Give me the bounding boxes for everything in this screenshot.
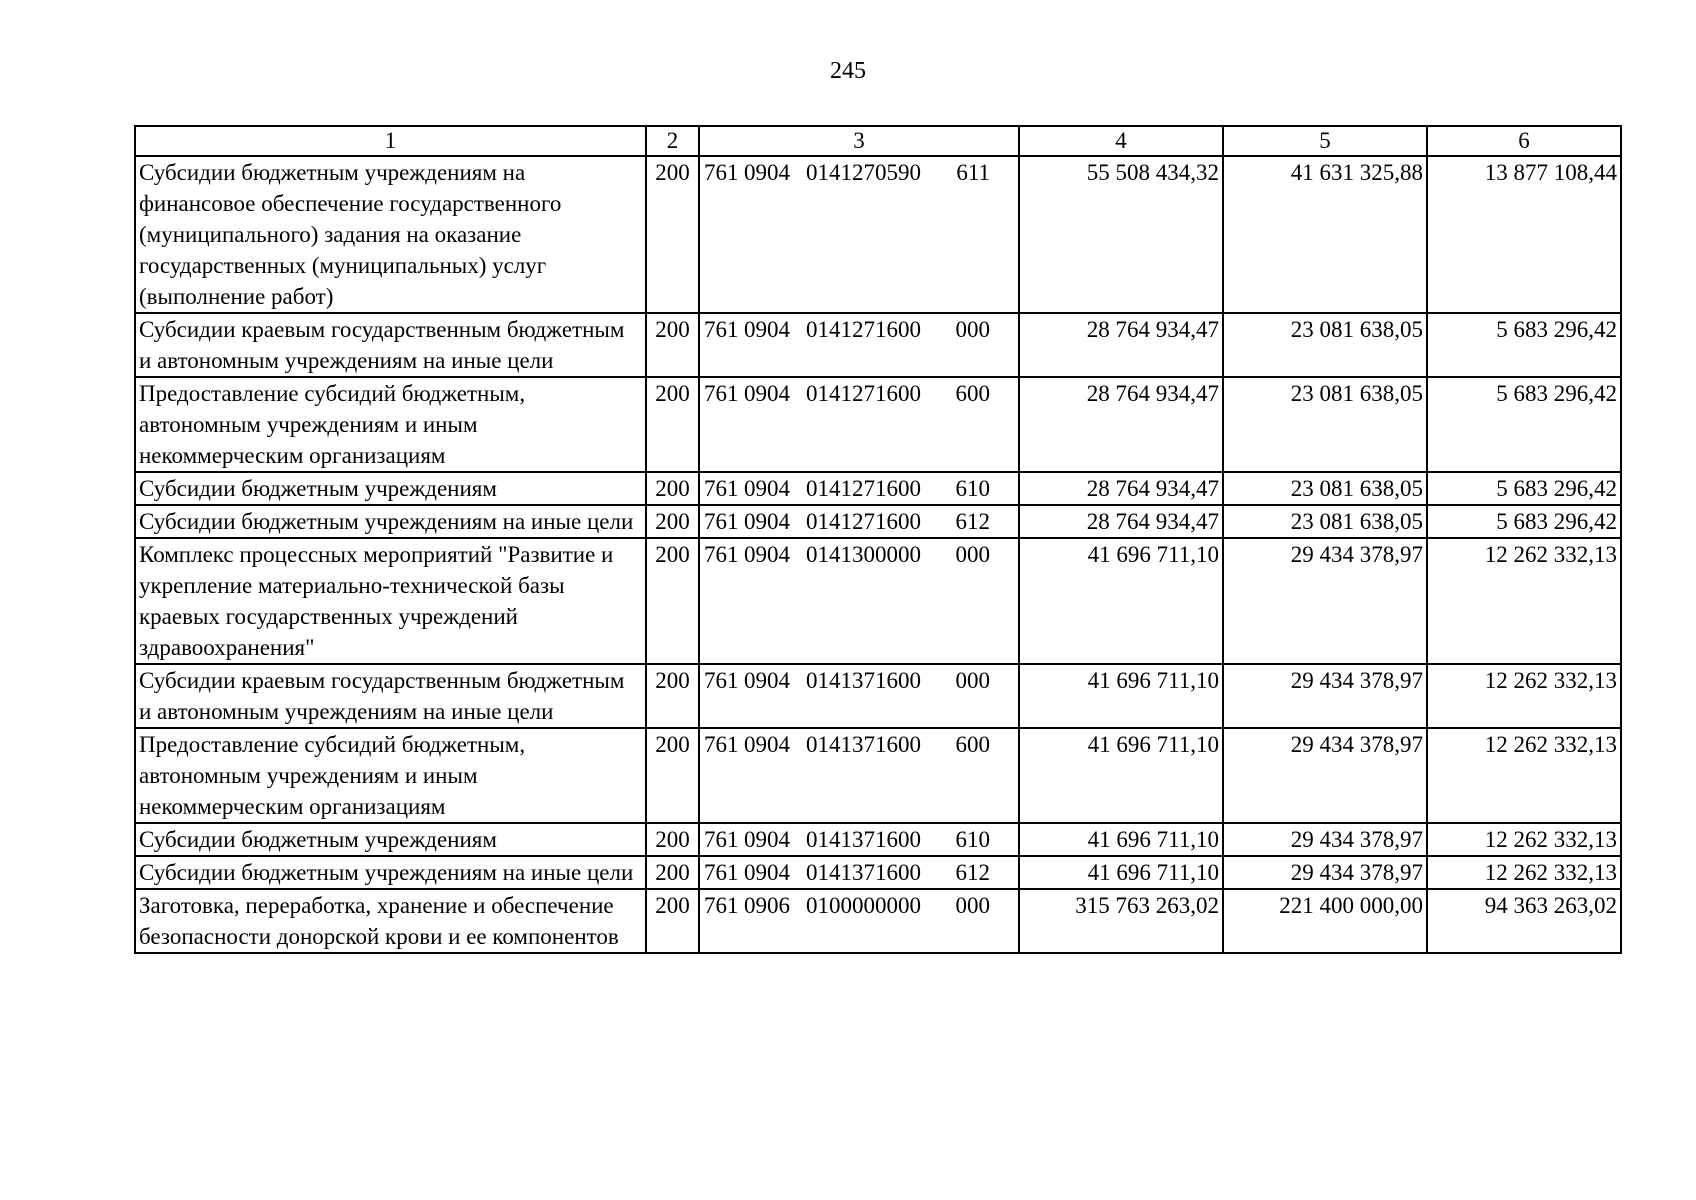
row-value-col4: 41 696 711,10 <box>1019 664 1223 728</box>
row-name: Комплекс процессных мероприятий "Развитие и укрепление материально-технической базы краевых государственных учреждений здравоохранения" <box>135 538 646 664</box>
row-code: 200 <box>646 538 699 664</box>
row-section: 0904 <box>744 668 790 693</box>
row-grbs: 761 <box>704 668 739 693</box>
row-value-col4: 41 696 711,10 <box>1019 538 1223 664</box>
row-value-col5: 29 434 378,97 <box>1223 856 1427 889</box>
row-target-article: 0141371600 <box>806 668 921 693</box>
row-grbs: 761 <box>704 317 739 342</box>
row-value-col5: 23 081 638,05 <box>1223 472 1427 505</box>
row-code: 200 <box>646 728 699 823</box>
row-section: 0906 <box>744 893 790 918</box>
row-expense-type: 000 <box>955 668 990 693</box>
row-target-article: 0141271600 <box>806 317 921 342</box>
table-row <box>135 728 1621 823</box>
row-code: 200 <box>646 664 699 728</box>
row-value-col5: 29 434 378,97 <box>1223 823 1427 856</box>
row-target-article: 0141271600 <box>806 476 921 501</box>
row-grbs: 761 <box>704 732 739 757</box>
row-value-col5: 41 631 325,88 <box>1223 156 1427 313</box>
row-code: 200 <box>646 313 699 377</box>
row-value-col6: 5 683 296,42 <box>1427 505 1621 538</box>
row-section: 0904 <box>744 509 790 534</box>
row-value-col4: 41 696 711,10 <box>1019 823 1223 856</box>
table-row <box>135 889 1621 953</box>
row-name: Субсидии краевым государственным бюджетным и автономным учреждениям на иные цели <box>135 313 646 377</box>
row-name: Субсидии бюджетным учреждениям <box>135 823 646 856</box>
row-code: 200 <box>646 377 699 472</box>
row-expense-type: 612 <box>955 860 990 885</box>
row-target-article: 0141300000 <box>806 542 921 567</box>
row-section: 0904 <box>744 860 790 885</box>
table-row <box>135 823 1621 856</box>
row-target-article: 0100000000 <box>806 893 921 918</box>
row-section: 0904 <box>744 160 790 185</box>
table-row <box>135 313 1621 377</box>
row-expense-type: 610 <box>955 827 990 852</box>
row-grbs: 761 <box>704 860 739 885</box>
row-code: 200 <box>646 889 699 953</box>
row-section: 0904 <box>744 317 790 342</box>
row-value-col4: 41 696 711,10 <box>1019 728 1223 823</box>
table-row <box>135 472 1621 505</box>
row-value-col6: 5 683 296,42 <box>1427 313 1621 377</box>
row-expense-type: 611 <box>956 160 990 185</box>
column-header-row <box>135 126 1621 156</box>
row-name: Заготовка, переработка, хранение и обеспечение безопасности донорской крови и ее компонентов <box>135 889 646 953</box>
row-code: 200 <box>646 156 699 313</box>
row-section: 0904 <box>744 732 790 757</box>
row-name: Предоставление субсидий бюджетным, автономным учреждениям и иным некоммерческим организациям <box>135 377 646 472</box>
row-value-col4: 55 508 434,32 <box>1019 156 1223 313</box>
row-expense-type: 000 <box>955 542 990 567</box>
row-name: Субсидии краевым государственным бюджетным и автономным учреждениям на иные цели <box>135 664 646 728</box>
row-target-article: 0141371600 <box>806 827 921 852</box>
table-row <box>135 505 1621 538</box>
row-code: 200 <box>646 856 699 889</box>
column-header-2: 2 <box>646 126 699 156</box>
row-classification <box>699 889 1019 953</box>
row-name: Субсидии бюджетным учреждениям <box>135 472 646 505</box>
row-classification <box>699 313 1019 377</box>
row-value-col6: 5 683 296,42 <box>1427 472 1621 505</box>
row-name: Субсидии бюджетным учреждениям на иные цели <box>135 505 646 538</box>
column-header-4: 4 <box>1019 126 1223 156</box>
row-value-col5: 29 434 378,97 <box>1223 664 1427 728</box>
row-section: 0904 <box>744 476 790 501</box>
row-value-col5: 29 434 378,97 <box>1223 728 1427 823</box>
row-value-col5: 23 081 638,05 <box>1223 505 1427 538</box>
row-value-col4: 28 764 934,47 <box>1019 472 1223 505</box>
row-value-col5: 221 400 000,00 <box>1223 889 1427 953</box>
row-value-col6: 12 262 332,13 <box>1427 856 1621 889</box>
row-value-col6: 13 877 108,44 <box>1427 156 1621 313</box>
row-section: 0904 <box>744 381 790 406</box>
row-grbs: 761 <box>704 381 739 406</box>
row-code: 200 <box>646 505 699 538</box>
row-target-article: 0141271600 <box>806 381 921 406</box>
row-value-col6: 12 262 332,13 <box>1427 664 1621 728</box>
row-name: Субсидии бюджетным учреждениям на иные цели <box>135 856 646 889</box>
row-value-col6: 12 262 332,13 <box>1427 538 1621 664</box>
row-value-col6: 5 683 296,42 <box>1427 377 1621 472</box>
row-grbs: 761 <box>704 542 739 567</box>
row-expense-type: 600 <box>955 732 990 757</box>
row-value-col4: 28 764 934,47 <box>1019 313 1223 377</box>
row-section: 0904 <box>744 827 790 852</box>
row-grbs: 761 <box>704 827 739 852</box>
row-code: 200 <box>646 823 699 856</box>
row-grbs: 761 <box>704 160 739 185</box>
row-classification <box>699 472 1019 505</box>
row-value-col5: 29 434 378,97 <box>1223 538 1427 664</box>
table-row <box>135 156 1621 313</box>
row-code: 200 <box>646 472 699 505</box>
row-expense-type: 000 <box>955 317 990 342</box>
column-header-3: 3 <box>699 126 1019 156</box>
budget-table <box>134 125 1622 954</box>
row-classification <box>699 505 1019 538</box>
row-grbs: 761 <box>704 476 739 501</box>
row-target-article: 0141270590 <box>806 160 921 185</box>
row-value-col4: 41 696 711,10 <box>1019 856 1223 889</box>
table-row <box>135 664 1621 728</box>
row-value-col4: 28 764 934,47 <box>1019 505 1223 538</box>
row-value-col4: 315 763 263,02 <box>1019 889 1223 953</box>
column-header-1: 1 <box>135 126 646 156</box>
row-target-article: 0141271600 <box>806 509 921 534</box>
row-target-article: 0141371600 <box>806 860 921 885</box>
table-row <box>135 856 1621 889</box>
row-classification <box>699 823 1019 856</box>
row-classification <box>699 156 1019 313</box>
row-grbs: 761 <box>704 893 739 918</box>
column-header-5: 5 <box>1223 126 1427 156</box>
row-expense-type: 000 <box>955 893 990 918</box>
row-target-article: 0141371600 <box>806 732 921 757</box>
row-section: 0904 <box>744 542 790 567</box>
column-header-6: 6 <box>1427 126 1621 156</box>
page-number: 245 <box>830 58 866 84</box>
table-row <box>135 377 1621 472</box>
row-value-col6: 12 262 332,13 <box>1427 728 1621 823</box>
row-value-col5: 23 081 638,05 <box>1223 377 1427 472</box>
table-row <box>135 538 1621 664</box>
row-classification <box>699 538 1019 664</box>
row-expense-type: 600 <box>955 381 990 406</box>
row-name: Предоставление субсидий бюджетным, автономным учреждениям и иным некоммерческим организациям <box>135 728 646 823</box>
row-value-col4: 28 764 934,47 <box>1019 377 1223 472</box>
row-classification <box>699 728 1019 823</box>
row-name: Субсидии бюджетным учреждениям на финансовое обеспечение государственного (муниципального) задания на оказание государственных (муниципальных) услуг (выполнение работ) <box>135 156 646 313</box>
row-classification <box>699 664 1019 728</box>
row-expense-type: 612 <box>955 509 990 534</box>
row-classification <box>699 377 1019 472</box>
row-value-col6: 94 363 263,02 <box>1427 889 1621 953</box>
row-value-col6: 12 262 332,13 <box>1427 823 1621 856</box>
row-grbs: 761 <box>704 509 739 534</box>
row-expense-type: 610 <box>955 476 990 501</box>
row-classification <box>699 856 1019 889</box>
row-value-col5: 23 081 638,05 <box>1223 313 1427 377</box>
